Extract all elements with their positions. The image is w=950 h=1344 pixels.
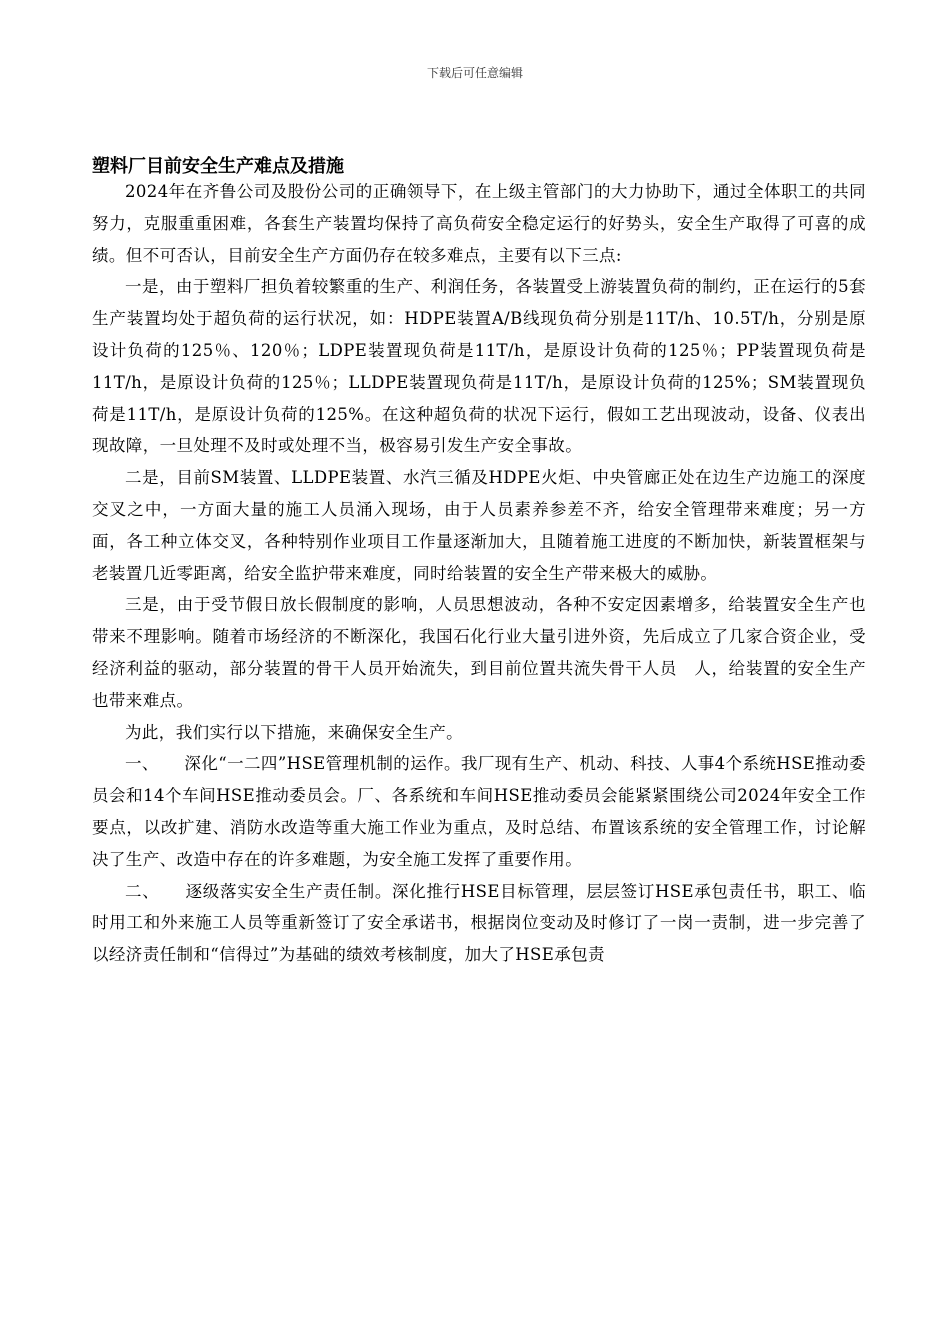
header-note: 下载后可任意编辑 (426, 66, 523, 80)
paragraph-intro: 2024年在齐鲁公司及股份公司的正确领导下，在上级主管部门的大力协助下，通过全体职工的共同努力，克服重重困难，各套生产装置均保持了高负荷安全稳定运行的好势头，安全生产取得了可喜的成绩。但不可否认，目前安全生产方面仍存在较多难点，主要有以下三点: (92, 182, 866, 265)
paragraph-measure-1: 一、 深化“一二四”HSE管理机制的运作。我厂现有生产、机动、科技、人事4个系统HSE推动委员会和14个车间HSE推动委员会。厂、各系统和车间HSE推动委员会能紧紧围绕公司2024年安全工作要点，以改扩建、消防水改造等重大施工作业为重点，及时总结、布置该系统的安全管理工作，讨论解决了生产、改造中存在的许多难题，为安全施工发挥了重要作用。 (92, 754, 866, 869)
paragraph-point-1: 一是，由于塑料厂担负着较繁重的生产、利润任务，各装置受上游装置负荷的制约，正在运行的5套生产装置均处于超负荷的运行状况，如：HDPE装置A/B线现负荷分别是11T/h、10.5T/h，分别是原设计负荷的125％、120％；LDPE装置现负荷是11T/h，是原设计负荷的125％；PP装置现负荷是11T/h，是原设计负荷的125％；LLDPE装置现负荷是11T/h，是原设计负荷的125%；SM装置现负荷是11T/h，是原设计负荷的125%。在这种超负荷的状况下运行，假如工艺出现波动，设备、仪表出现故障，一旦处理不及时或处理不当，极容易引发生产安全事故。 (92, 277, 866, 456)
paragraph-measures-intro: 为此，我们实行以下措施，来确保安全生产。 (125, 722, 463, 742)
paragraph-point-3: 三是，由于受节假日放长假制度的影响，人员思想波动，各种不安定因素增多，给装置安全生产也带来不理影响。随着市场经济的不断深化，我国石化行业大量引进外资，先后成立了几家合资企业，受经济利益的驱动，部分装置的骨干人员开始流失，到目前位置共流失骨干人员 人，给装置的安全生产也带来难点。 (92, 595, 866, 710)
document-title: 塑料厂目前安全生产难点及措施 (92, 156, 344, 177)
paragraph-measure-2: 二、 逐级落实安全生产责任制。深化推行HSE目标管理，层层签订HSE承包责任书，职工、临时用工和外来施工人员等重新签订了安全承诺书，根据岗位变动及时修订了一岗一责制，进一步完善了以经济责任制和“信得过”为基础的绩效考核制度，加大了HSE承包责 (92, 881, 866, 965)
paragraph-point-2: 二是，目前SM装置、LLDPE装置、水汽三循及HDPE火炬、中央管廊正处在边生产边施工的深度交叉之中，一方面大量的施工人员涌入现场，由于人员素养参差不齐，给安全管理带来难度；另一方面，各工种立体交叉，各种特别作业项目工作量逐渐加大，且随着施工进度的不断加快，新装置框架与老装置几近零距离，给安全监护带来难度，同时给装置的安全生产带来极大的威胁。 (92, 468, 866, 583)
document-body (92, 176, 866, 971)
